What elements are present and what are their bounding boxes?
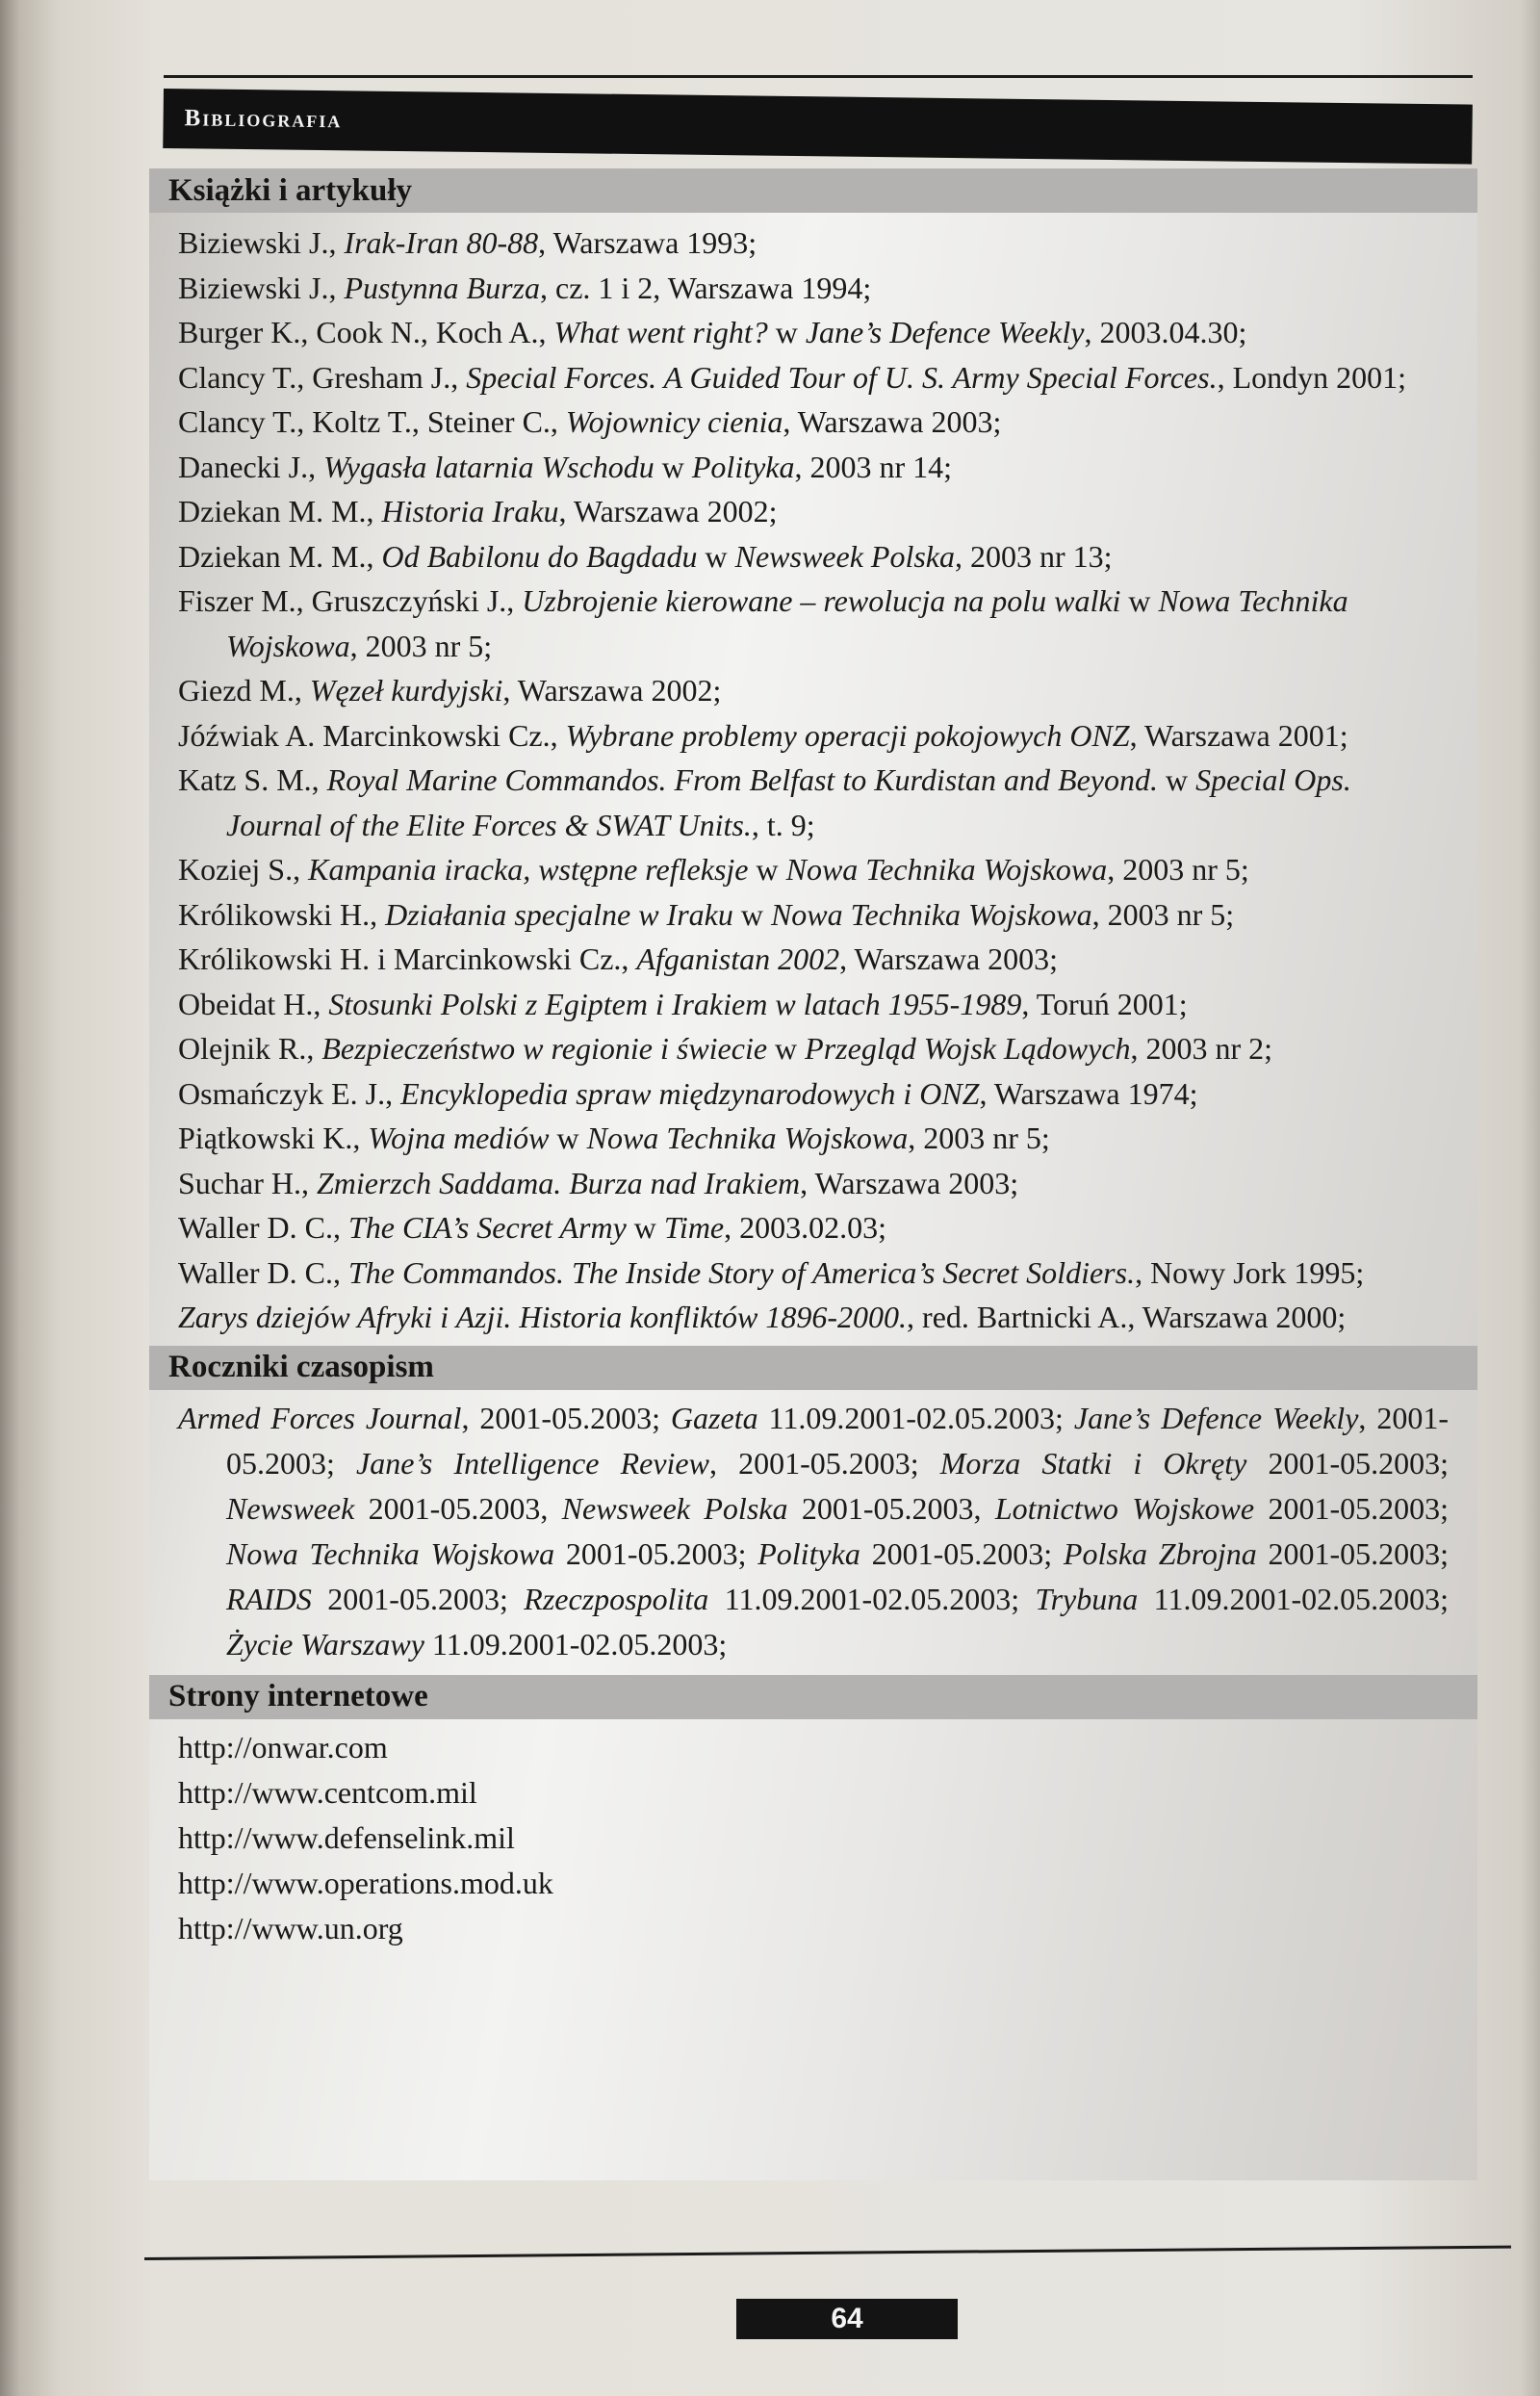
entry-details: , Warszawa 1974; [979, 1075, 1198, 1111]
journal-title: Nowa Technika Wojskowa [226, 1535, 555, 1571]
entry-title: Encyklopedia spraw międzynarodowych i ONZ [400, 1075, 980, 1111]
journal-title: Polityka [757, 1535, 860, 1571]
entry-author: Waller D. C., [178, 1254, 348, 1290]
entry-details: w [767, 1031, 806, 1066]
journal-range: 2001-05.2003; [1246, 1445, 1450, 1481]
entry-author: Suchar H., [178, 1165, 317, 1200]
entry-author: Fiszer M., Gruszczyński J., [178, 583, 523, 618]
entry-author: Biziewski J., [178, 225, 345, 260]
entry-author: Osmańczyk E. J., [178, 1075, 401, 1111]
journal-title: Lotnictwo Wojskowe [994, 1490, 1255, 1526]
entry-details: , Londyn 2001; [1217, 359, 1406, 395]
entry-publication: Nowa Technika Wojskowa [770, 896, 1092, 932]
entry-issue: , 2003 nr 5; [1107, 852, 1249, 887]
entry-publication: Newsweek Polska [734, 538, 955, 574]
bibliography-entry [178, 220, 1449, 266]
entry-publication: Nowa Technika Wojskowa [226, 583, 1348, 663]
entry-details: , Warszawa 1993; [538, 225, 757, 260]
bibliography-entry [178, 668, 1449, 713]
entry-details: , Warszawa 2003; [800, 1165, 1019, 1200]
bibliography-entry [178, 982, 1449, 1027]
journal-title: Polska Zbrojna [1063, 1535, 1257, 1571]
entry-author: Clancy T., Gresham J., [178, 359, 467, 395]
entry-author: Królikowski H., [178, 896, 386, 932]
journal-range: , 2001-05.2003; [461, 1400, 671, 1435]
entry-author: Danecki J., [178, 449, 324, 484]
entry-title: Wojownicy cienia [565, 404, 783, 439]
bibliography-entry [178, 713, 1449, 759]
entry-title: Irak-Iran 80-88 [344, 225, 539, 260]
entry-details: , red. Bartnicki A., Warszawa 2000; [907, 1300, 1347, 1334]
bibliography-entry [178, 1071, 1449, 1117]
bibliography-entry [178, 847, 1449, 892]
section-heading-journals: Roczniki czasopism [149, 1346, 1477, 1390]
journal-title: Rzeczpospolita [524, 1581, 709, 1616]
journal-title: Newsweek [226, 1490, 355, 1526]
bibliography-entry [178, 355, 1449, 400]
entry-title: Special Forces. A Guided Tour of U. S. Army Special Forces. [466, 359, 1218, 395]
entry-title: Historia Iraku [381, 494, 559, 528]
entry-issue: , 2003 nr 5; [1091, 896, 1235, 932]
entry-details: w [732, 896, 771, 932]
entry-details: w [1158, 762, 1196, 797]
journal-range: , 2001-05.2003; [708, 1445, 940, 1481]
journal-title: Jane’s Intelligence Review [355, 1445, 709, 1481]
entry-issue: , 2003 nr 5; [908, 1121, 1050, 1155]
bibliography-entry [178, 1250, 1449, 1296]
entry-details: w [748, 852, 786, 887]
journal-title: Trybuna [1035, 1581, 1139, 1616]
entry-issue: , 2003 nr 14; [794, 449, 953, 484]
entry-publication: Time [663, 1210, 725, 1245]
entry-details: , Warszawa 2001; [1129, 717, 1348, 753]
entry-issue: , 2003.02.03; [724, 1210, 887, 1245]
entry-issue: , 2003 nr 5; [349, 628, 493, 663]
journal-range: 2001-05.2003; [311, 1581, 525, 1616]
entry-title: Kampania iracka, wstępne refleksje [308, 852, 749, 887]
entry-title: The Commandos. The Inside Story of America’s Secret Soldiers. [347, 1254, 1136, 1290]
book-page [144, 67, 1511, 2378]
entry-details: , cz. 1 i 2, Warszawa 1994; [539, 270, 872, 305]
bibliography-entry [178, 445, 1449, 490]
journal-title: Armed Forces Journal [178, 1400, 462, 1435]
bibliography-entry [178, 892, 1449, 938]
journal-title: Morza Statki i Okręty [939, 1445, 1247, 1481]
entry-title: Zmierzch Saddama. Burza nad Irakiem [316, 1165, 801, 1200]
entry-publication: Nowa Technika Wojskowa [586, 1121, 909, 1155]
entry-title: Działania specjalne w Iraku [385, 896, 733, 932]
entry-details: , Warszawa 2003; [839, 941, 1059, 976]
bibliography-entry [178, 579, 1449, 668]
bibliography-entry [178, 1295, 1449, 1340]
entry-author: Królikowski H. i Marcinkowski Cz., [178, 941, 637, 976]
journal-range: 11.09.2001-02.05.2003; [1138, 1581, 1450, 1616]
entry-author: Olejnik R., [178, 1031, 322, 1066]
entry-details: , Warszawa 2002; [558, 494, 778, 528]
entry-title: Bezpieczeństwo w regionie i świecie [321, 1031, 768, 1066]
entry-issue: , 2003 nr 2; [1130, 1031, 1273, 1066]
bibliography-entry [178, 266, 1449, 311]
entry-title: Afganistan 2002 [636, 941, 840, 976]
entry-details: , Warszawa 2003; [783, 404, 1002, 439]
entry-title: Pustynna Burza [344, 270, 540, 305]
entry-details: w [767, 315, 806, 349]
bibliography-entry [178, 937, 1449, 982]
bibliography-entry [178, 1026, 1449, 1071]
entry-title: Wojna mediów [368, 1121, 550, 1155]
bibliography-entry [178, 1205, 1449, 1250]
bibliography-entry [178, 310, 1449, 355]
bibliography-entry [178, 534, 1449, 580]
journal-range: 2001-05.2003; [1256, 1535, 1450, 1571]
bibliography-entry [178, 758, 1449, 847]
top-rule [164, 75, 1473, 78]
entry-title: What went right? [553, 315, 768, 349]
journal-range: 2001-05.2003; [1254, 1490, 1449, 1526]
journal-range: 11.09.2001-02.05.2003; [708, 1581, 1036, 1616]
journal-title: Życie Warszawy [226, 1626, 424, 1662]
entry-title: Royal Marine Commandos. From Belfast to Kurdistan and Beyond. [326, 762, 1158, 797]
entry-author: Waller D. C., [178, 1210, 348, 1245]
website-url: http://www.un.org [178, 1910, 403, 1945]
entry-details: w [549, 1121, 587, 1155]
bibliography-entry [178, 1116, 1449, 1161]
bibliography-entry [178, 1161, 1449, 1206]
entry-title: Węzeł kurdyjski [309, 673, 503, 708]
entry-title: The CIA’s Secret Army [347, 1210, 627, 1245]
journal-range: , 2001-05.2003; [226, 1400, 1450, 1481]
entry-publication: Special Ops. Journal of the Elite Forces & SWAT Units. [226, 762, 1351, 842]
books-list [149, 213, 1477, 1346]
header-title: Bibliografia [184, 105, 343, 134]
entry-author: Biziewski J., [178, 270, 345, 305]
entry-issue: , t. 9; [751, 807, 815, 842]
entry-publication: Przegląd Wojsk Lądowych [805, 1031, 1131, 1066]
entry-publication: Polityka [691, 449, 795, 484]
entry-issue: , 2003.04.30; [1084, 315, 1247, 349]
entry-publication: Jane’s Defence Weekly [805, 315, 1085, 349]
entry-author: Burger K., Cook N., Koch A., [178, 315, 554, 349]
journal-title: Newsweek Polska [561, 1490, 788, 1526]
entry-title: Uzbrojenie kierowane – rewolucja na polu walki [522, 583, 1121, 618]
entry-author: Piątkowski K., [178, 1121, 369, 1155]
bottom-rule [144, 2246, 1511, 2260]
entry-title: Stosunki Polski z Egiptem i Irakiem w latach 1955-1989 [328, 986, 1022, 1021]
header-bar [163, 89, 1473, 165]
journal-range: 2001-05.2003; [860, 1535, 1064, 1571]
journal-range: 11.09.2001-02.05.2003; [424, 1626, 728, 1662]
entry-issue: , 2003 nr 13; [955, 538, 1113, 574]
entry-title: Od Babilonu do Bagdadu [381, 538, 698, 574]
journal-range: 11.09.2001-02.05.2003; [757, 1400, 1074, 1435]
entry-author: Clancy T., Koltz T., Steiner C., [178, 404, 566, 439]
journal-title: Jane’s Defence Weekly [1073, 1400, 1359, 1435]
section-heading-books: Książki i artykuły [149, 168, 1477, 213]
entry-title: Zarys dziejów Afryki i Azji. Historia konfliktów 1896-2000. [178, 1300, 908, 1334]
journal-range: 2001-05.2003, [354, 1490, 562, 1526]
entry-details: , Nowy Jork 1995; [1135, 1254, 1365, 1290]
journal-range: 2001-05.2003, [787, 1490, 995, 1526]
entry-author: Dziekan M. M., [178, 494, 382, 528]
entry-details: , Toruń 2001; [1021, 986, 1188, 1021]
entry-details: w [626, 1210, 664, 1245]
entry-title: Wybrane problemy operacji pokojowych ONZ [565, 717, 1130, 753]
journal-title: RAIDS [226, 1581, 312, 1616]
entry-details: w [697, 538, 735, 574]
bibliography-panel [149, 168, 1477, 2180]
website-url: http://www.operations.mod.uk [178, 1865, 553, 1900]
entry-author: Obeidat H., [178, 986, 329, 1021]
page-number: 64 [736, 2299, 958, 2339]
bibliography-entry [178, 489, 1449, 534]
entry-author: Katz S. M., [178, 762, 327, 797]
entry-author: Koziej S., [178, 852, 309, 887]
entry-details: w [654, 449, 692, 484]
websites-list [149, 1719, 1477, 1961]
entry-author: Giezd M., [178, 673, 310, 708]
entry-author: Jóźwiak A. Marcinkowski Cz., [178, 717, 566, 753]
entry-publication: Nowa Technika Wojskowa [785, 852, 1108, 887]
website-url: http://www.defenselink.mil [178, 1819, 515, 1855]
journals-paragraph [149, 1390, 1477, 1675]
journal-title: Gazeta [670, 1400, 758, 1435]
section-heading-websites: Strony internetowe [149, 1675, 1477, 1719]
website-url: http://onwar.com [178, 1729, 388, 1765]
entry-author: Dziekan M. M., [178, 538, 382, 574]
bibliography-entry [178, 399, 1449, 445]
website-url: http://www.centcom.mil [178, 1774, 477, 1810]
entry-details: w [1120, 583, 1159, 618]
journal-range: 2001-05.2003; [554, 1535, 758, 1571]
entry-title: Wygasła latarnia Wschodu [323, 449, 654, 484]
entry-details: , Warszawa 2002; [502, 673, 722, 708]
